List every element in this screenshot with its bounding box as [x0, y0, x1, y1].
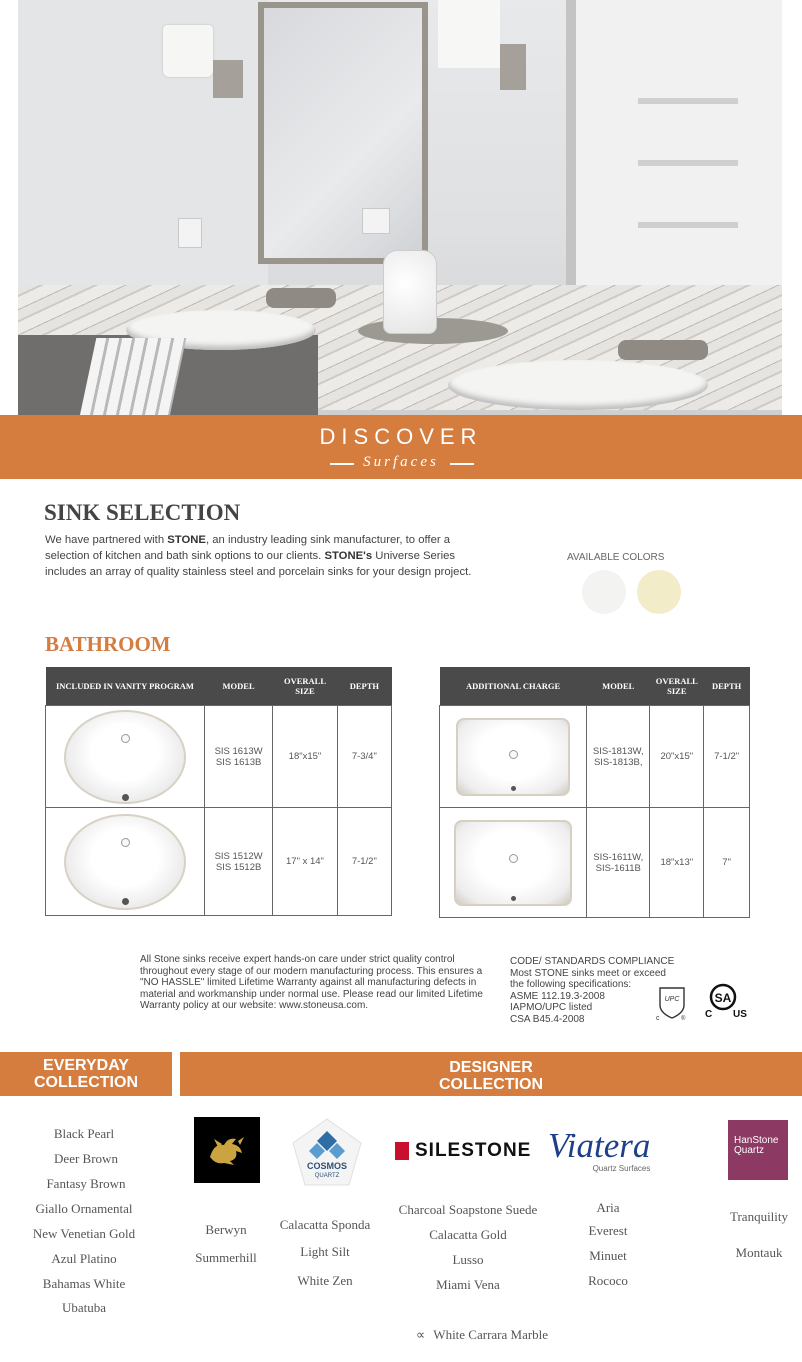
- upc-logo-icon: [654, 985, 690, 1021]
- size-cell: 20"x15": [650, 706, 704, 808]
- photo-sconce-left-mount: [213, 60, 243, 98]
- photo-sconce-right-mount: [500, 44, 526, 90]
- size-cell: 18"x13": [650, 808, 704, 918]
- model-cell: SIS-1611W, SIS-1611B: [587, 808, 650, 918]
- designer-collection-banner: [180, 1052, 802, 1096]
- footnote-item: White Carrara Marble: [433, 1327, 549, 1342]
- everyday-label: COLLECTION: [34, 1074, 138, 1091]
- table-row: [46, 808, 392, 916]
- list-item: Bahamas White: [42, 1276, 126, 1291]
- list-item: Tranquility: [729, 1209, 789, 1224]
- intro-text: , an industry leading sink manufacturer, to offer a selection of kitchen and bath sink options to our clients.: [45, 534, 451, 562]
- dragon-icon: [194, 1117, 260, 1183]
- photo-shelf: [638, 98, 738, 104]
- hanstone-logo-line2: Quartz: [734, 1145, 765, 1156]
- sink-image-cell: [46, 706, 205, 808]
- included-sinks-table: [45, 667, 392, 916]
- csa-logo-icon: [703, 983, 753, 1019]
- rectangular-sink-image: [454, 820, 572, 906]
- intro-text: Universe Series includes an array of quality stainless steel and porcelain sinks for your design project.: [45, 550, 472, 578]
- banner-title: DISCOVER: [319, 424, 483, 449]
- viatera-logo: [548, 1128, 650, 1173]
- banner-divider: [450, 463, 474, 465]
- viatera-logo-tag: Quartz Surfaces: [592, 1164, 651, 1173]
- model-cell: SIS 1613W SIS 1613B: [204, 706, 272, 808]
- list-item: Fantasy Brown: [46, 1176, 126, 1191]
- list-item: New Venetian Gold: [32, 1226, 136, 1241]
- compliance-title: CODE/ STANDARDS COMPLIANCE: [510, 956, 675, 967]
- color-swatch-white: [582, 570, 626, 614]
- table-row: [440, 706, 750, 808]
- sink-selection-intro: [45, 532, 480, 580]
- sink-overflow: [509, 750, 518, 759]
- rectangular-sink-image: [456, 718, 570, 796]
- photo-jar: [383, 250, 437, 334]
- sink-selection-heading: SINK SELECTION: [44, 500, 241, 525]
- depth-cell: 7-1/2": [337, 808, 391, 916]
- upc-logo-text: UPC: [664, 996, 680, 1003]
- photo-sink-right: [448, 360, 708, 410]
- bathroom-heading: BATHROOM: [45, 632, 171, 656]
- compliance-line: CSA B45.4-2008: [510, 1013, 585, 1025]
- list-item: White Zen: [297, 1273, 353, 1288]
- table-header-row: [46, 667, 392, 706]
- photo-faucet: [266, 288, 336, 308]
- table-header: ADDITIONAL CHARGE: [440, 667, 587, 706]
- depth-cell: 7": [704, 808, 750, 918]
- table-header: OVERALL SIZE: [650, 667, 704, 706]
- csa-logo-us: US: [733, 1009, 747, 1019]
- table-header-row: [440, 667, 750, 706]
- intro-brand: STONE: [167, 534, 206, 546]
- table-header: DEPTH: [337, 667, 391, 706]
- table-row: [440, 808, 750, 918]
- list-item: Giallo Ornamental: [35, 1201, 133, 1216]
- list-item: Black Pearl: [53, 1126, 115, 1141]
- designer-label: DESIGNER: [449, 1059, 533, 1076]
- sink-image-cell: [440, 706, 587, 808]
- list-item: Summerhill: [195, 1250, 257, 1265]
- sink-overflow: [509, 854, 518, 863]
- size-cell: 18"x15": [273, 706, 337, 808]
- footnote: [416, 1327, 548, 1343]
- designer-label: COLLECTION: [439, 1076, 543, 1093]
- upc-logo-c: c: [656, 1015, 660, 1021]
- list-item: Azul Platino: [51, 1251, 117, 1266]
- table-header: DEPTH: [704, 667, 750, 706]
- sink-drain: [122, 898, 129, 905]
- table-header: MODEL: [204, 667, 272, 706]
- compliance-line: IAPMO/UPC listed: [510, 1002, 593, 1014]
- silestone-logo-text: SILESTONE: [415, 1140, 532, 1161]
- cosmos-quartz-logo: [291, 1117, 363, 1187]
- list-item: Charcoal Soapstone Suede: [398, 1202, 538, 1217]
- table-header: MODEL: [587, 667, 650, 706]
- sink-drain: [511, 896, 516, 901]
- depth-cell: 7-1/2": [704, 706, 750, 808]
- list-item: Montauk: [735, 1245, 783, 1260]
- list-item: Calacatta Sponda: [279, 1217, 371, 1232]
- table-header: OVERALL SIZE: [273, 667, 337, 706]
- compliance-line: ASME 112.19.3-2008: [510, 990, 605, 1002]
- viatera-logo-text: Viatera: [548, 1126, 651, 1165]
- csa-logo-mark: SA: [714, 991, 732, 1005]
- compliance-line: Most STONE sinks meet or exceed: [510, 967, 666, 979]
- additional-sinks-table: [439, 667, 750, 918]
- photo-mirror: [258, 2, 428, 264]
- everyday-collection-banner: [0, 1052, 172, 1096]
- footnote-symbol-icon: ∝: [416, 1327, 426, 1342]
- list-item: Light Silt: [300, 1244, 350, 1259]
- warranty-text: All Stone sinks receive expert hands-on care under strict quality control throughout every stage of our modern manufacturing process. This ensures a "NO HASSLE" limited Lifetime Warranty against all manufacturing defects in material and workmanship under normal use. Please read our limited Lifetime Warranty policy at our website: www.stoneusa.com.: [140, 954, 483, 1012]
- list-item: Ubatuba: [61, 1300, 107, 1315]
- list-item: Aria: [596, 1200, 620, 1215]
- hero-bathroom-photo: [18, 0, 782, 415]
- photo-sconce-left: [163, 25, 213, 77]
- list-item: Miami Vena: [436, 1277, 500, 1292]
- photo-medicine-cabinet: [566, 0, 782, 300]
- list-item: Minuet: [589, 1248, 627, 1263]
- everyday-label: EVERYDAY: [43, 1057, 129, 1074]
- sink-drain: [511, 786, 516, 791]
- berwyn-logo: [194, 1117, 260, 1183]
- cosmos-logo-line2: QUARTZ: [314, 1173, 340, 1179]
- table-row: [46, 706, 392, 808]
- list-item: Calacatta Gold: [429, 1227, 507, 1242]
- photo-wall: [18, 0, 268, 300]
- photo-shelf: [638, 222, 738, 228]
- hanstone-logo: [728, 1120, 788, 1180]
- list-item: Everest: [588, 1223, 628, 1238]
- csa-logo-c: C: [705, 1009, 713, 1019]
- hanstone-logo-line1: HanStone: [734, 1135, 779, 1146]
- upc-logo-r: ®: [681, 1016, 686, 1021]
- photo-towel: [80, 338, 187, 415]
- silestone-mark-icon: [395, 1142, 409, 1160]
- photo-shelf: [638, 160, 738, 166]
- cosmos-logo-line1: COSMOS: [306, 1161, 348, 1171]
- oval-sink-image: [64, 814, 186, 910]
- sink-overflow: [121, 734, 130, 743]
- sink-image-cell: [46, 808, 205, 916]
- sink-drain: [122, 794, 129, 801]
- list-item: Rococo: [588, 1273, 628, 1288]
- photo-sconce-right: [438, 0, 500, 68]
- depth-cell: 7-3/4": [337, 706, 391, 808]
- photo-faucet: [618, 340, 708, 360]
- model-cell: SIS 1512W SIS 1512B: [204, 808, 272, 916]
- list-item: Lusso: [452, 1252, 484, 1267]
- sink-image-cell: [440, 808, 587, 918]
- intro-brand: STONE's: [324, 550, 373, 562]
- model-cell: SIS-1813W, SIS-1813B,: [587, 706, 650, 808]
- available-colors-label: AVAILABLE COLORS: [567, 552, 665, 563]
- color-swatch-biscuit: [637, 570, 681, 614]
- sink-overflow: [121, 838, 130, 847]
- photo-outlet: [178, 218, 202, 248]
- intro-text: We have partnered with: [45, 534, 168, 546]
- silestone-logo: [395, 1140, 531, 1162]
- size-cell: 17" x 14": [273, 808, 337, 916]
- oval-sink-image: [64, 710, 186, 804]
- table-header: INCLUDED IN VANITY PROGRAM: [46, 667, 205, 706]
- compliance-line: the following specifications:: [510, 979, 632, 991]
- banner-subtitle: Surfaces: [363, 454, 439, 470]
- photo-switch: [362, 208, 390, 234]
- list-item: Deer Brown: [54, 1151, 118, 1166]
- list-item: Berwyn: [205, 1222, 247, 1237]
